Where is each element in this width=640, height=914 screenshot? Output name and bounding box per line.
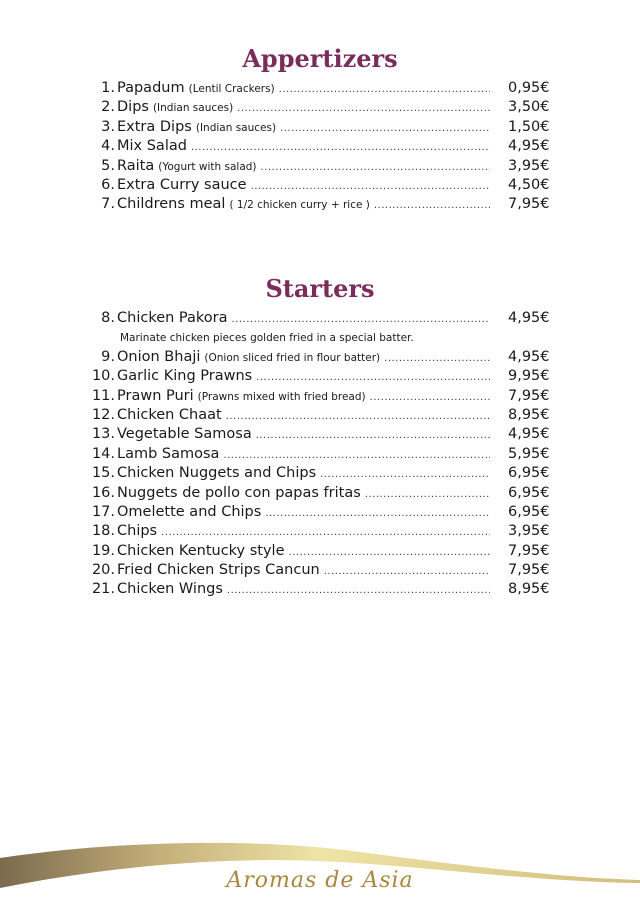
item-price: 4,95€: [508, 426, 550, 443]
menu-item: [88, 562, 558, 581]
item-price: 8,95€: [508, 581, 550, 598]
item-number: 1.: [101, 80, 115, 96]
item-price: 6,95€: [508, 484, 550, 501]
dot-leader: [232, 314, 491, 325]
dot-leader: [365, 489, 490, 500]
item-note: (Indian sauces): [195, 121, 277, 134]
item-name: Lamb Samosa: [117, 445, 220, 462]
item-name: Fried Chicken Strips Cancun: [117, 562, 320, 579]
item-price: 4,95€: [508, 310, 550, 326]
gold-swoosh-decoration: [0, 820, 640, 914]
item-name: Chicken Pakora: [117, 310, 228, 326]
dot-leader: [256, 430, 490, 441]
item-description: Marinate chicken pieces golden fried in a special batter.: [120, 332, 414, 345]
dot-leader: [237, 103, 490, 114]
menu-item: [88, 196, 558, 215]
item-name: Papadum: [117, 80, 185, 96]
item-note: (Lentil Crackers): [188, 83, 275, 95]
menu-item: [88, 158, 558, 177]
item-number: 9.: [101, 348, 115, 365]
dot-leader: [324, 566, 490, 577]
item-price: 7,95€: [508, 562, 550, 579]
item-number: 5.: [101, 157, 115, 174]
menu-item: [88, 138, 558, 157]
section-title-starters: Starters: [265, 274, 375, 303]
menu-item: [88, 446, 558, 465]
item-number: 4.: [101, 138, 115, 155]
item-number: 12.: [91, 406, 115, 423]
dot-leader: [256, 372, 490, 383]
item-price: 6,95€: [508, 465, 550, 482]
menu-item: [88, 310, 558, 329]
item-price: 7,95€: [508, 387, 550, 404]
item-name: Chips: [117, 523, 158, 540]
item-number: 2.: [101, 99, 115, 116]
item-price: 8,95€: [508, 406, 550, 423]
dot-leader: [320, 469, 490, 480]
item-name: Childrens meal: [117, 196, 226, 213]
dot-leader: [374, 200, 490, 211]
item-name: Chicken Chaat: [117, 406, 222, 423]
item-note: (Onion sliced fried in flour batter): [204, 351, 381, 364]
item-number: 17.: [91, 503, 115, 520]
item-price: 7,95€: [508, 542, 550, 559]
dot-leader: [191, 142, 490, 153]
item-price: 4,50€: [508, 176, 550, 193]
item-note: (Indian sauces): [152, 102, 234, 115]
item-price: 3,95€: [508, 157, 550, 174]
item-price: 7,95€: [508, 196, 550, 213]
menu-item: [88, 368, 558, 387]
dot-leader: [384, 353, 490, 364]
item-price: 4,95€: [508, 138, 550, 155]
menu-item: [88, 177, 558, 196]
item-number: 20.: [91, 562, 115, 579]
item-name: Extra Dips: [117, 118, 192, 135]
item-price: 9,95€: [508, 368, 550, 385]
dot-leader: [226, 411, 490, 422]
item-name: Omelette and Chips: [117, 503, 262, 520]
item-name: Chicken Nuggets and Chips: [117, 465, 317, 482]
item-price: 3,95€: [508, 523, 550, 540]
menu-item: [88, 581, 558, 600]
item-number: 7.: [101, 196, 115, 213]
item-number: 18.: [91, 523, 115, 540]
menu-item: [88, 388, 558, 407]
dot-leader: [251, 181, 490, 192]
item-number: 14.: [91, 445, 115, 462]
brand-logo: Aromas de Asia: [226, 868, 414, 893]
item-note: (Yogurt with salad): [158, 160, 257, 173]
menu-item: [88, 407, 558, 426]
item-name: Garlic King Prawns: [117, 368, 253, 385]
item-number: 15.: [91, 465, 115, 482]
item-name: Prawn Puri: [117, 387, 194, 404]
item-number: 13.: [91, 426, 115, 443]
item-name: Mix Salad: [117, 138, 187, 155]
dot-leader: [265, 508, 490, 519]
dot-leader: [279, 84, 490, 95]
item-price: 4,95€: [508, 348, 550, 365]
dot-leader: [280, 123, 490, 134]
menu-item: [88, 349, 558, 368]
appetizers-list: [88, 80, 558, 216]
starters-list: [88, 310, 558, 601]
menu-item: [88, 80, 558, 99]
item-name: Chicken Wings: [117, 581, 223, 598]
section-title-appetizers: Appertizers: [242, 44, 398, 73]
menu-item: [88, 523, 558, 542]
item-name: Nuggets de pollo con papas fritas: [117, 484, 361, 501]
item-number: 6.: [101, 176, 115, 193]
menu-item: [88, 485, 558, 504]
dot-leader: [223, 450, 490, 461]
menu-item: [88, 119, 558, 138]
menu-item: [88, 99, 558, 118]
dot-leader: [261, 162, 490, 173]
menu-item: [88, 543, 558, 562]
item-number: 21.: [91, 581, 115, 598]
dot-leader: [289, 547, 490, 558]
menu-item: [88, 465, 558, 484]
item-note: ( 1/2 chicken curry + rice ): [229, 199, 370, 212]
dot-leader: [227, 585, 490, 596]
item-name: Extra Curry sauce: [117, 176, 247, 193]
item-price: 5,95€: [508, 445, 550, 462]
item-number: 19.: [91, 542, 115, 559]
item-name: Vegetable Samosa: [117, 426, 252, 443]
item-number: 8.: [101, 310, 115, 326]
menu-item: [88, 426, 558, 445]
item-price: 6,95€: [508, 503, 550, 520]
item-price: 3,50€: [508, 99, 550, 116]
item-note: (Prawns mixed with fried bread): [197, 390, 366, 403]
dot-leader: [370, 392, 490, 403]
item-number: 3.: [101, 118, 115, 135]
item-price: 0,95€: [508, 80, 550, 96]
menu-item: [88, 504, 558, 523]
item-name: Chicken Kentucky style: [117, 542, 285, 559]
item-name: Raita: [117, 157, 155, 174]
item-number: 11.: [91, 387, 115, 404]
item-name: Dips: [117, 99, 149, 116]
item-price: 1,50€: [508, 118, 550, 135]
item-number: 10.: [91, 368, 115, 385]
item-name: Onion Bhaji: [117, 348, 201, 365]
item-number: 16.: [91, 484, 115, 501]
dot-leader: [161, 527, 490, 538]
